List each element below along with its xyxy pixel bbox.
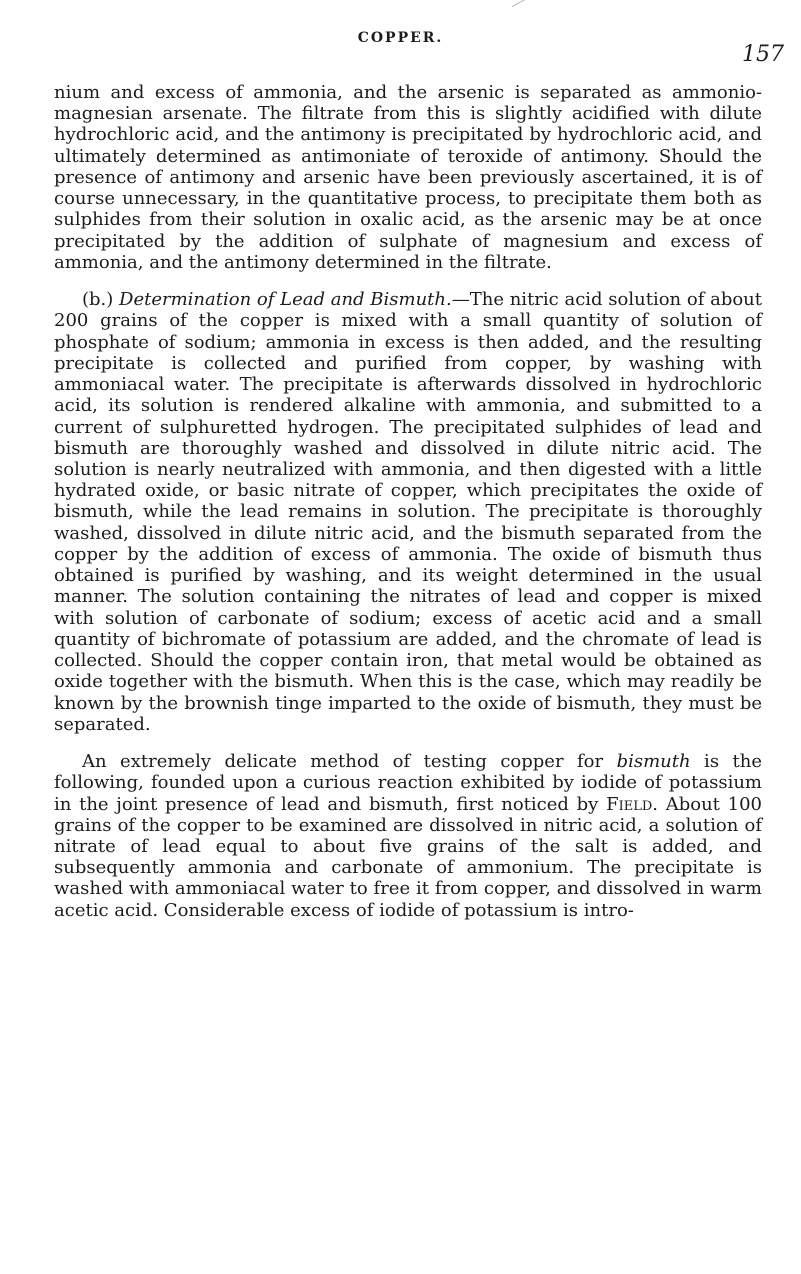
page-number: 157 — [742, 42, 784, 67]
paragraph-bismuth-test — [54, 751, 762, 921]
section-label: (b.) — [82, 289, 120, 311]
text-run: is the following, founded upon a curious reaction exhibited by iodide of potassium in the joint presence of lead and bismuth, first noticed by — [54, 751, 762, 815]
text-run: . About 100 grains of the copper to be examined are dissolved in nitric acid, a solution of nitrate of lead equal to about five grains of the salt is added, and subsequently ammonia and carbonate of ammonium. The precipitate is washed with ammoniacal water to free it from copper, and dissolved in warm acetic acid. Considerable excess of iodide of potassium is intro- — [54, 793, 762, 921]
author-name: Field — [606, 793, 653, 815]
section-text: —The nitric acid solution of about 200 grains of the copper is mixed with a small quantity of solution of phosphate of sodium; ammonia in excess is then added, and the resulting precipitate is collected and purified from copper, by washing with ammoniacal water. The precipitate is afterwards dissolved in hydrochloric acid, its solution is rendered alkaline with ammonia, and submitted to a current of sulphuretted hydrogen. The precipitated sulphides of lead and bismuth are thoroughly washed and dissolved in dilute nitric acid. The solution is nearly neutralized with ammonia, and then digested with a little hydrated oxide, or basic nitrate of copper, which precipitates the oxide of bismuth, while the lead remains in solution. The precipitate is thoroughly washed, dissolved in dilute nitric acid, and the bismuth separated from the copper by the addition of excess of ammonia. The oxide of bismuth thus obtained is purified by washing, and its weight determined in the usual manner. The solution containing the nitrates of lead and copper is mixed with solution of carbonate of sodium; excess of acetic acid and a small quantity of bichromate of potassium are added, and the chromate of lead is collected. Should the copper contain iron, that metal would be obtained as oxide together with the bismuth. When this is the case, which may readily be known by the brownish tinge imparted to the oxide of bismuth, they must be separated. — [54, 289, 763, 735]
text-run: An extremely delicate method of testing copper for — [82, 751, 617, 773]
section-heading: Determination of Lead and Bismuth. — [119, 289, 452, 311]
paragraph-arsenic-antimony: nium and excess of ammonia, and the arsenic is separated as ammonio-magnesian arsenate. The filtrate from this is slightly acidified with dilute hydrochloric acid, and the antimony is precipitated by hydrochloric acid, and ultimately determined as antimoniate of teroxide of antimony. Should the presence of antimony and arsenic have been previously ascertained, it is of course unnecessary, in the quantitative process, to precipitate them both as sulphides from their solution in oxalic acid, as the arsenic may be at once precipitated by the addition of sulphate of magnesium and excess of ammonia, and the antimony determined in the filtrate. — [54, 82, 762, 273]
emphasis-bismuth: bismuth — [616, 751, 691, 773]
running-head: COPPER. — [357, 30, 444, 46]
paragraph-lead-bismuth — [54, 289, 762, 735]
scan-mark-line — [512, 0, 595, 7]
body-text — [54, 82, 762, 921]
